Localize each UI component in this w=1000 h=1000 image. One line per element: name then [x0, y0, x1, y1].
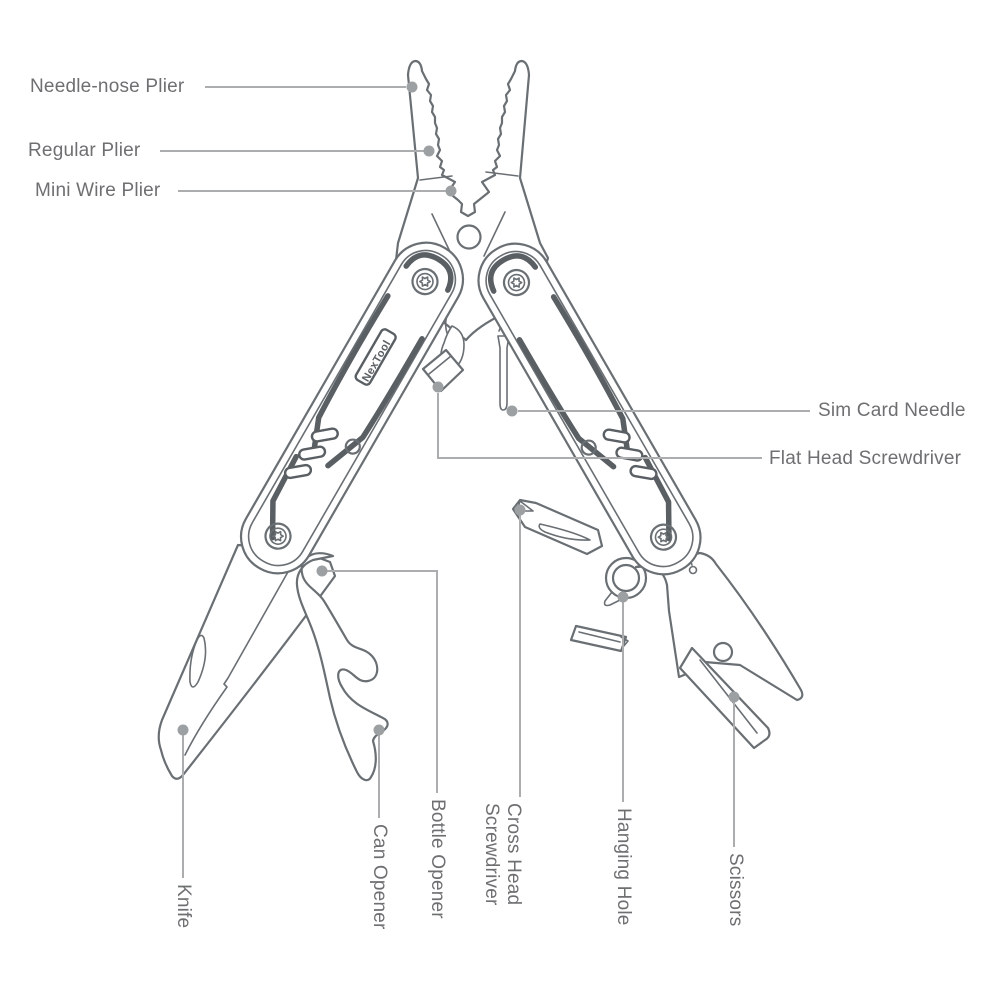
brand-logo-text: NexTool: [360, 338, 394, 385]
label-regular-plier: Regular Plier: [28, 140, 141, 161]
cross-head-screwdriver-bit: [513, 500, 602, 554]
opener-tool: [297, 553, 388, 780]
pivot-hole: [458, 226, 481, 249]
label-can-opener: Can Opener: [369, 824, 390, 930]
label-hanging-hole: Hanging Hole: [613, 808, 634, 926]
label-bottle-opener: Bottle Opener: [427, 799, 448, 919]
scissors-assembly: [571, 553, 802, 748]
label-cross-head-screwdriver: Cross Head Screwdriver: [481, 803, 524, 906]
label-scissors: Scissors: [725, 853, 746, 927]
label-sim-card-needle: Sim Card Needle: [818, 400, 966, 421]
label-knife: Knife: [173, 884, 194, 929]
label-flat-head-screwdriver: Flat Head Screwdriver: [769, 448, 962, 469]
label-mini-wire-plier: Mini Wire Plier: [35, 180, 161, 201]
hanging-hole: [613, 565, 639, 591]
label-needle-nose-plier: Needle-nose Plier: [30, 76, 185, 97]
knife-blade: [159, 545, 335, 779]
